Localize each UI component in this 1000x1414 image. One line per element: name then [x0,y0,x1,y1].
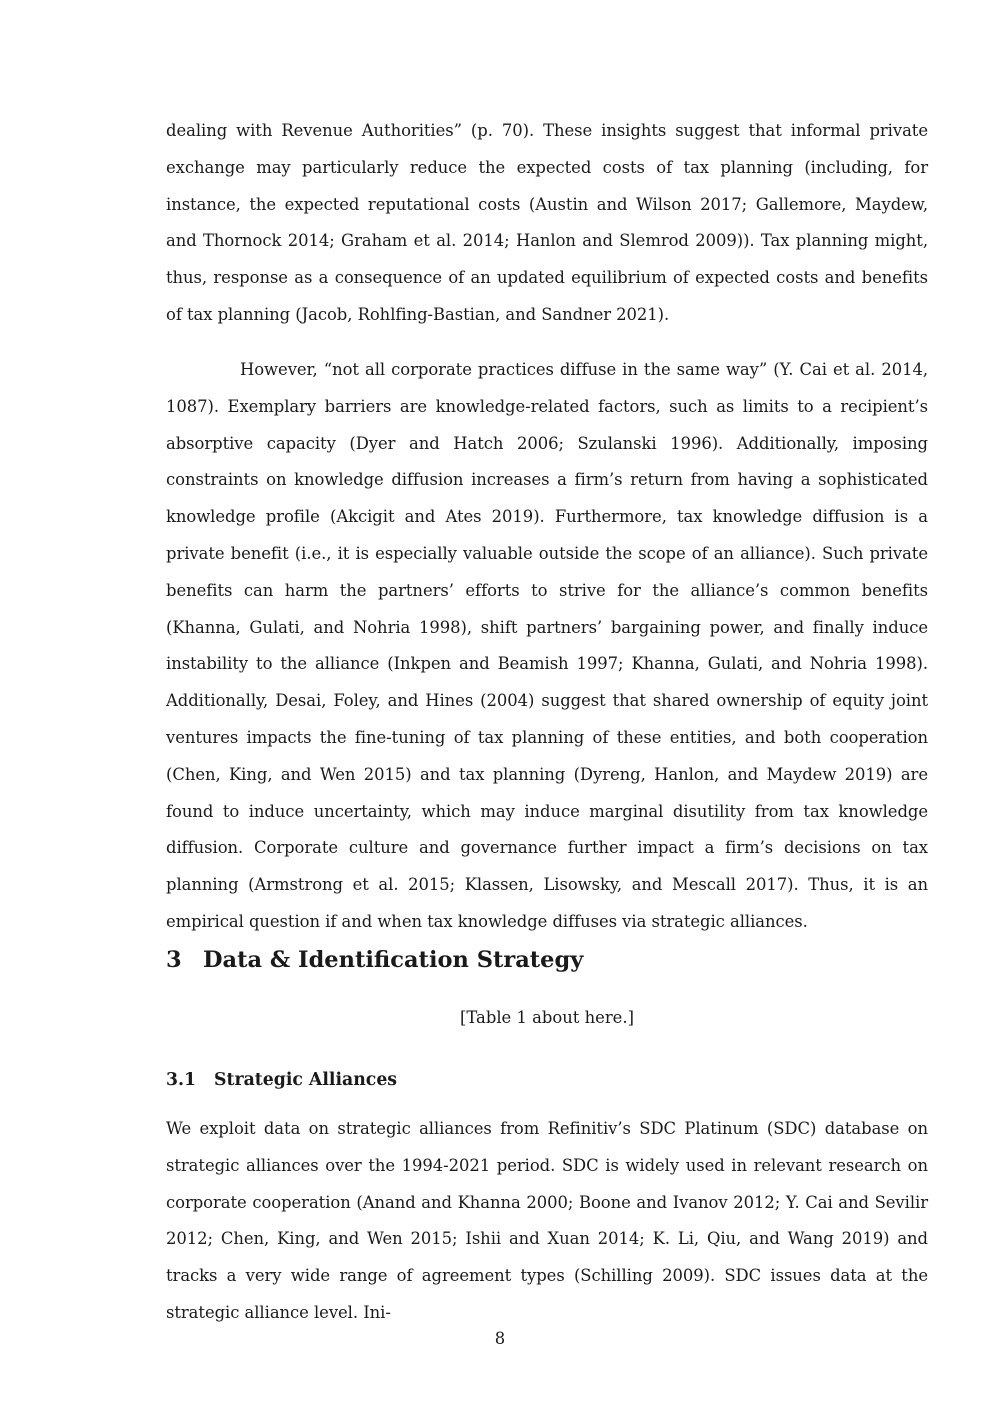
page-number: 8 [494,1329,506,1348]
body-paragraph-3: We exploit data on strategic alliances from Refinitiv’s SDC Platinum (SDC) database on strategic alliances over the 1994-2021 period. SDC is widely used in relevant research on corporate cooperation (Anand and Khanna 2000; Boone and Ivanov 2012; Y. Cai and Sevilir 2012; Chen, King, and Wen 2015; Ishii and Xuan 2014; K. Li, Qiu, and Wang 2019) and tracks a very wide range of agreement types (Schilling 2009). SDC issues data at the strategic alliance level. Ini- [166,1119,928,1322]
subsection-heading [166,1066,397,1094]
section-heading [166,941,583,979]
body-paragraph-2: However, “not all corporate practices diffuse in the same way” (Y. Cai et al. 2014, 1087). Exemplary barriers are knowledge-related factors, such as limits to a recipient’s absorptive capacity (Dyer and Hatch 2006; Szulanski 1996). Additionally, imposing constraints on knowledge diffusion increases a firm’s return from having a sophisticated knowledge profile (Akcigit and Ates 2019). Furthermore, tax knowledge diffusion is a private benefit (i.e., it is especially valuable outside the scope of an alliance). Such private benefits can harm the partners’ efforts to strive for the alliance’s common benefits (Khanna, Gulati, and Nohria 1998), shift partners’ bargaining power, and finally induce instability to the alliance (Inkpen and Beamish 1997; Khanna, Gulati, and Nohria 1998). Additionally, Desai, Foley, and Hines (2004) suggest that shared ownership of equity joint ventures impacts the fine-tuning of tax planning of these entities, and both cooperation (Chen, King, and Wen 2015) and tax planning (Dyreng, Hanlon, and Maydew 2019) are found to induce uncertainty, which may induce marginal disutility from tax knowledge diffusion. Corporate culture and governance further impact a firm’s decisions on tax planning (Armstrong et al. 2015; Klassen, Lisowsky, and Mescall 2017). Thus, it is an empirical question if and when tax knowledge diffuses via strategic alliances. [166,360,928,931]
table-placeholder: [Table 1 about here.] [460,1008,634,1027]
body-paragraph-1: dealing with Revenue Authorities” (p. 70). These insights suggest that informal private exchange may particularly reduce the expected costs of tax planning (including, for instance, the expected reputational costs (Austin and Wilson 2017; Gallemore, Maydew, and Thornock 2014; Graham et al. 2014; Hanlon and Slemrod 2009)). Tax planning might, thus, response as a consequence of an updated equilibrium of expected costs and benefits of tax planning (Jacob, Rohlfing-Bastian, and Sandner 2021). [166,121,928,324]
section-title: Data & Identification Strategy [203,947,584,973]
subsection-number: 3.1 [166,1070,197,1090]
section-number: 3 [166,947,182,973]
subsection-title: Strategic Alliances [214,1070,398,1090]
